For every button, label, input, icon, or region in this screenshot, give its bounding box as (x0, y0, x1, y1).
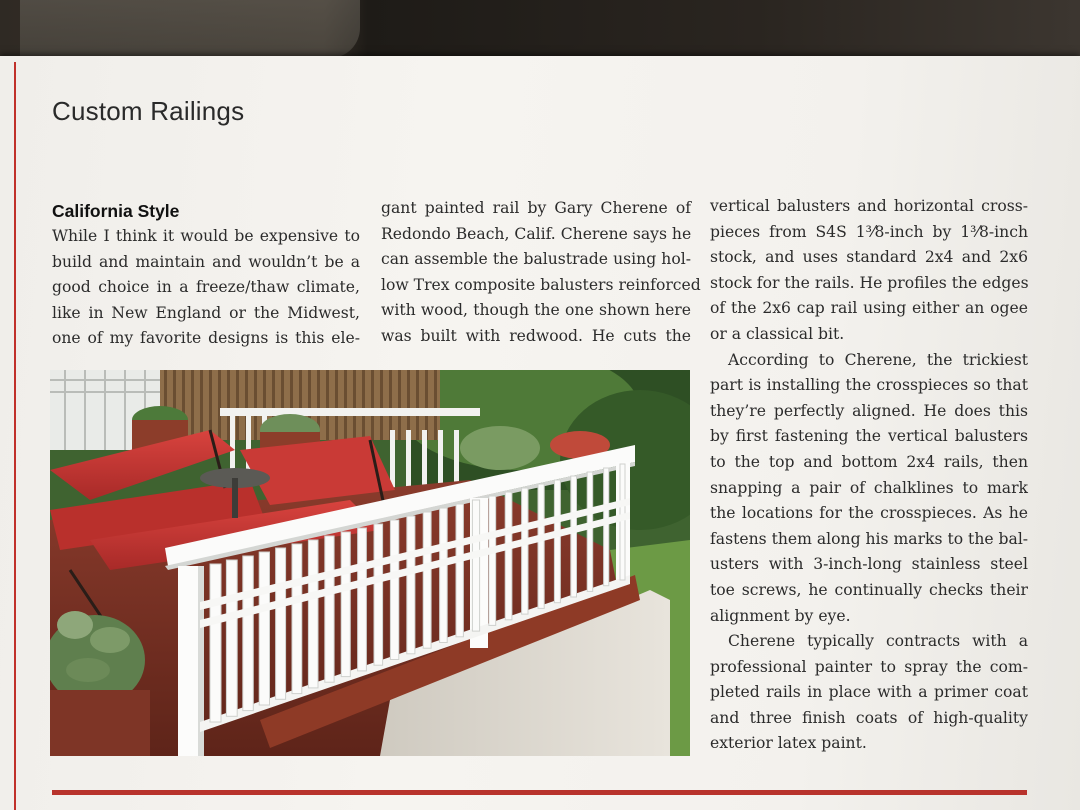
col3-paragraph-2 (710, 348, 1028, 630)
text-line: pleted rails in place with a primer coat (710, 683, 1028, 702)
background-object (20, 0, 360, 58)
article-heading: California Style (52, 201, 180, 221)
railing-baluster (440, 508, 448, 643)
text-line: fastens them along his marks to the bal- (710, 529, 1029, 548)
text-line: part is installing the crosspieces so that (710, 376, 1028, 395)
col1-paragraph (52, 224, 360, 352)
text-line: Cherene typically contracts with a (728, 632, 1028, 651)
railing-baluster (341, 532, 350, 677)
railing-photo-illustration (50, 370, 690, 756)
text-line: pieces from S4S 1³⁄8-inch by 1³⁄8-inch (710, 222, 1028, 241)
railing-baluster (505, 492, 512, 620)
railing-baluster (243, 556, 254, 711)
text-line: exterior latex paint. (710, 734, 867, 753)
text-line: like in New England or the Midwest, (52, 303, 360, 322)
section-title: Custom Railings (52, 96, 245, 126)
railing-baluster (308, 540, 318, 688)
text-line: and three finish coats of high-quality (710, 708, 1028, 727)
railing-baluster (604, 468, 609, 586)
railing-baluster (276, 548, 286, 699)
railing-baluster (489, 496, 496, 625)
column-1 (52, 198, 360, 352)
railing-baluster (259, 552, 269, 705)
railing-baluster (522, 488, 528, 614)
text-line: was built with redwood. He cuts the (381, 326, 691, 345)
text-line: of the 2x6 cap rail using either an ogee (710, 299, 1028, 318)
text-line: by first fastening the vertical balusters (710, 427, 1028, 446)
text-line: gant painted rail by Gary Cherene of (381, 199, 691, 217)
text-line: they’re perfectly aligned. He does this (710, 401, 1028, 420)
railing-baluster (620, 464, 625, 580)
left-margin-rule (14, 62, 16, 810)
text-line: professional painter to spray the com- (710, 657, 1028, 676)
text-line: According to Cherene, the trickiest (728, 350, 1028, 369)
text-line: build and maintain and wouldn’t be a (52, 252, 360, 271)
railing-baluster (210, 564, 221, 722)
railing-baluster (407, 516, 415, 654)
text-line: with wood, though the one shown here (381, 301, 691, 320)
col3-paragraph-3 (710, 629, 1028, 757)
railing-baluster (226, 560, 237, 716)
text-line: vertical balusters and horizontal cross- (710, 197, 1028, 215)
railing-baluster (423, 512, 431, 648)
text-line: good choice in a freeze/thaw climate, (52, 278, 360, 297)
text-line: usters with 3-inch-long stainless steel (710, 555, 1028, 574)
bottom-rule (52, 790, 1027, 795)
railing-baluster (472, 500, 479, 631)
text-line: one of my favorite designs is this ele- (52, 329, 360, 348)
railing-baluster (554, 480, 560, 603)
text-line: toe screws, he continually checks their (710, 580, 1028, 599)
railing-baluster (587, 472, 593, 591)
col2-paragraph (381, 196, 701, 350)
railing-baluster (571, 476, 577, 597)
railing-baluster (538, 484, 544, 608)
column-3 (710, 194, 1028, 757)
railing-baluster (374, 524, 383, 665)
text-line: snapping a pair of chalklines to mark (710, 478, 1028, 497)
railing-baluster (325, 536, 334, 682)
railing-baluster (292, 544, 302, 694)
text-line: stock, and uses standard 2x4 and 2x6 (710, 248, 1028, 267)
text-line: or a classical bit. (710, 324, 845, 343)
text-line: While I think it would be expensive to (52, 227, 360, 245)
column-2 (381, 196, 701, 350)
railing-baluster (358, 528, 367, 671)
text-line: the locations for the crosspieces. As he (710, 504, 1028, 523)
railing-photo (50, 370, 690, 756)
text-line: low Trex composite balusters reinforced (381, 275, 701, 294)
col3-paragraph-1 (710, 194, 1028, 348)
text-line: stock for the rails. He profiles the edges (710, 273, 1029, 292)
text-line: can assemble the balustrade using hol- (381, 250, 691, 269)
text-line: Redondo Beach, Calif. Cherene says he (381, 224, 692, 243)
text-line: to the top and bottom 2x4 rails, then (710, 452, 1028, 471)
text-line: alignment by eye. (710, 606, 851, 625)
railing-baluster (390, 520, 398, 660)
railing-baluster (456, 504, 463, 637)
